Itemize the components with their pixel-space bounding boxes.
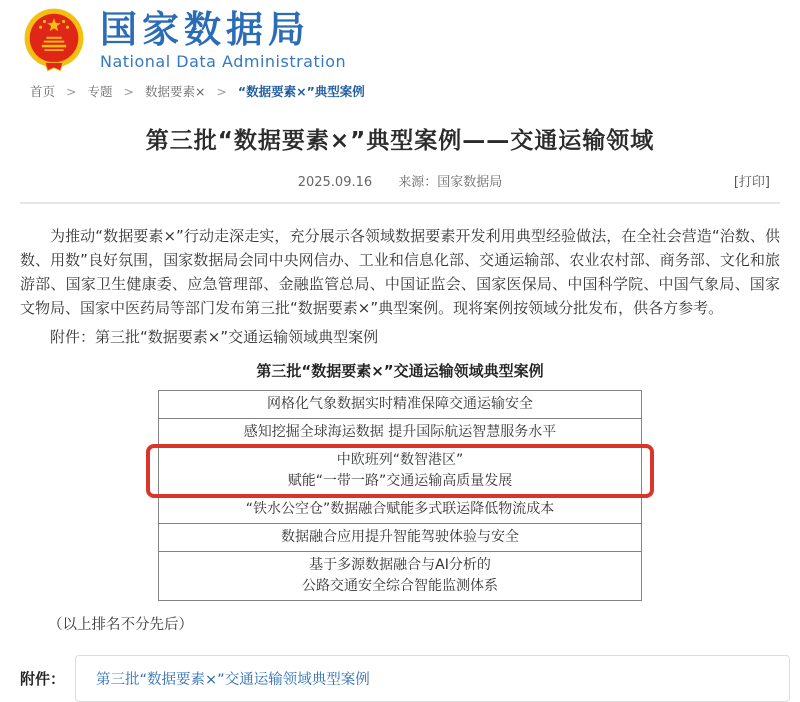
site-name-english: National Data Administration — [100, 52, 347, 71]
article-paragraph: 为推动“数据要素×”行动走深走实，充分展示各领域数据要素开发利用典型经验做法，在全社会营造“治数、供数、用数”良好氛围，国家数据局会同中央网信办、工业和信息化部、交通运输部、农业农村部、商务部、文化和旅游部、国家卫生健康委、应急管理部、金融监管总局、中国证监会、国家医保局、中国科学院、中国气象局、国家文物局、国家中医药局等部门发布第三批“数据要素×”典型案例。现将案例按领域分批发布，供各方参考。 — [20, 227, 780, 317]
breadcrumb-separator: > — [66, 84, 77, 99]
site-header — [0, 0, 800, 72]
breadcrumb-separator: > — [216, 84, 227, 99]
case-table-title: 第三批“数据要素×”交通运输领域典型案例 — [256, 362, 544, 380]
table-row-case-4 — [159, 495, 641, 523]
table-row-case-2 — [159, 418, 641, 446]
table-row-case-3-highlighted — [159, 446, 641, 495]
print-button[interactable]: [打印] — [733, 175, 770, 190]
attachment-box — [75, 655, 790, 702]
article — [0, 122, 800, 702]
table-row-case-6 — [159, 551, 641, 600]
national-emblem-icon — [22, 8, 86, 72]
site-name: 国家数据局 — [100, 8, 310, 51]
breadcrumb-current-page[interactable]: “数据要素×”典型案例 — [237, 84, 365, 99]
case-title-line-1: 基于多源数据融合与AI分析的 — [309, 557, 491, 573]
divider-line — [20, 202, 780, 204]
table-row-case-5 — [159, 523, 641, 551]
article-body — [0, 224, 800, 634]
breadcrumb — [30, 82, 800, 100]
breadcrumb-home[interactable]: 首页 — [30, 84, 56, 99]
case-table — [158, 390, 642, 601]
case-title-line-2: 赋能“一带一路”交通运输高质量发展 — [287, 473, 513, 489]
breadcrumb-data-element[interactable]: 数据要素× — [144, 84, 206, 99]
breadcrumb-topics[interactable]: 专题 — [87, 84, 113, 99]
case-title-line-2: 公路交通安全综合智能监测体系 — [302, 578, 498, 594]
page-title: 第三批“数据要素×”典型案例——交通运输领域 — [145, 128, 655, 154]
site-title-block — [100, 9, 346, 71]
case-title: 网格化气象数据实时精准保障交通运输安全 — [267, 396, 533, 412]
table-row-case-1 — [159, 391, 641, 418]
ranking-note: （以上排名不分先后） — [48, 617, 193, 633]
article-meta — [0, 171, 800, 189]
case-title: 数据融合应用提升智能驾驶体验与安全 — [281, 529, 519, 545]
attachment-inline-line: 附件：第三批“数据要素×”交通运输领域典型案例 — [50, 328, 379, 346]
case-title-line-1: 中欧班列“数智港区” — [336, 452, 464, 468]
case-title: 感知挖掘全球海运数据 提升国际航运智慧服务水平 — [243, 424, 557, 440]
article-source: 来源：国家数据局 — [398, 175, 503, 190]
breadcrumb-separator: > — [123, 84, 134, 99]
attachment-label: 附件： — [20, 670, 66, 688]
attachment-section — [0, 655, 800, 702]
case-title: “铁水公空仓”数据融合赋能多式联运降低物流成本 — [245, 501, 555, 517]
article-date: 2025.09.16 — [297, 175, 373, 190]
attachment-link[interactable]: 第三批“数据要素×”交通运输领域典型案例 — [96, 672, 370, 688]
